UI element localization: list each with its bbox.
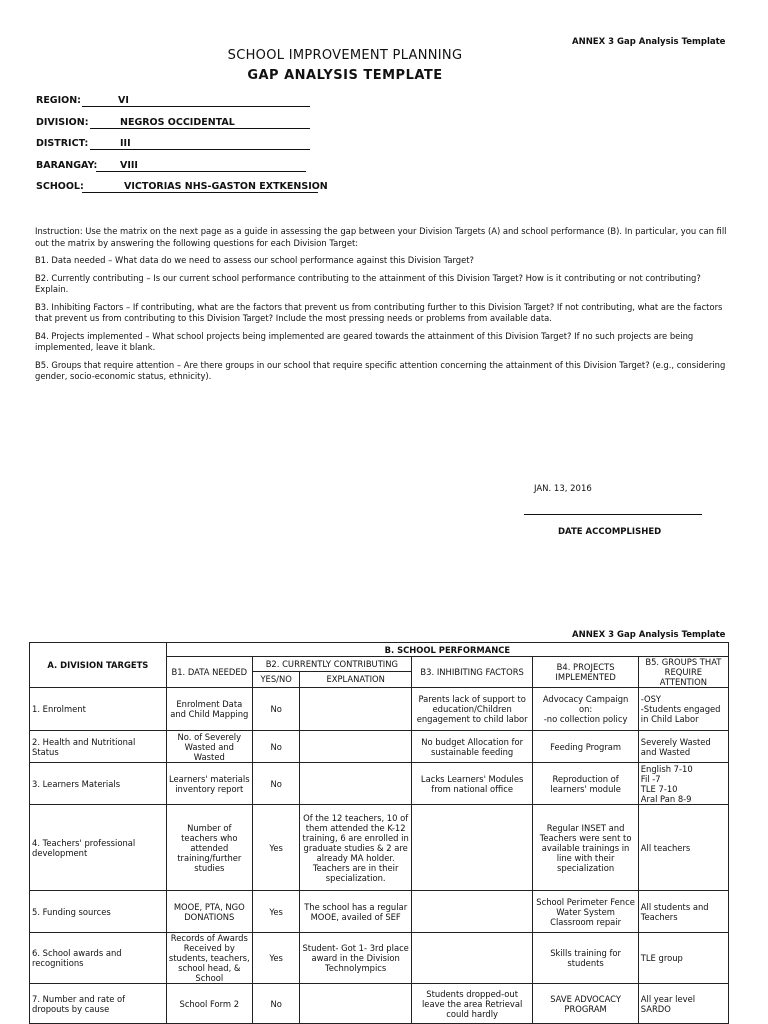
header-b2-explanation: EXPLANATION [300,671,411,687]
table-row [30,763,729,805]
division-label: DIVISION: [36,117,89,128]
table-row [30,933,729,984]
cell-target: 5. Funding sources [30,891,167,933]
barangay-label: BARANGAY: [36,160,98,171]
school-label: SCHOOL: [36,181,84,192]
cell-inhibiting-factors [411,891,533,933]
cell-groups: English 7-10 Fil -7 TLE 7-10 Aral Pan 8-9 [638,763,728,805]
cell-target: 6. School awards and recognitions [30,933,167,984]
cell-projects: SAVE ADVOCACY PROGRAM [533,984,638,1024]
cell-data-needed: No. of Severely Wasted and Wasted [166,731,252,763]
cell-explanation [300,763,411,805]
header-division-targets: A. DIVISION TARGETS [30,643,167,688]
date-accomplished-value: JAN. 13, 2016 [534,484,592,494]
cell-projects: Advocacy Campaign on: -no collection policy [533,688,638,731]
page-title: SCHOOL IMPROVEMENT PLANNING [227,48,463,63]
cell-yesno: No [252,763,300,805]
cell-inhibiting-factors: Lacks Learners' Modules from national office [411,763,533,805]
table-row [30,891,729,933]
cell-data-needed: MOOE, PTA, NGO DONATIONS [166,891,252,933]
header-b5: B5. GROUPS THAT REQUIRE ATTENTION [638,657,728,688]
region-label: REGION: [36,95,81,106]
instruction-b2: B2. Currently contributing – Is our current school performance contributing to the attainment of this Division Target? How is it contributing or not contributing? Explain. [35,272,701,294]
district-field [36,138,310,150]
annex-label: ANNEX 3 Gap Analysis Template [572,37,726,47]
cell-projects: Skills training for students [533,933,638,984]
cell-explanation: Of the 12 teachers, 10 of them attended the K-12 training, 6 are enrolled in graduate studies & 2 are already MA holder. Teachers are in their specialization. [300,805,411,891]
cell-yesno: Yes [252,933,300,984]
school-field [36,181,328,193]
cell-explanation [300,984,411,1024]
instruction-b1: B1. Data needed – What data do we need to assess our school performance against this Division Target? [35,255,475,265]
cell-inhibiting-factors: Parents lack of support to education/Children engagement to child labor [411,688,533,731]
cell-target: 2. Health and Nutritional Status [30,731,167,763]
division-field [36,117,310,129]
region-value: VI [82,95,310,107]
cell-data-needed: Number of teachers who attended training/further studies [166,805,252,891]
cell-target: 4. Teachers' professional development [30,805,167,891]
cell-target: 3. Learners Materials [30,763,167,805]
cell-groups: TLE group [638,933,728,984]
cell-inhibiting-factors [411,933,533,984]
cell-target: 1. Enrolment [30,688,167,731]
cell-data-needed: Learners' materials inventory report [166,763,252,805]
header-school-performance: B. SCHOOL PERFORMANCE [166,643,728,657]
division-value: NEGROS OCCIDENTAL [90,117,310,129]
region-field [36,95,310,107]
cell-yesno: No [252,731,300,763]
barangay-field [36,160,306,172]
table-row [30,688,729,731]
cell-groups: -OSY -Students engaged in Child Labor [638,688,728,731]
district-value: III [90,138,310,150]
gap-analysis-table [29,642,729,1024]
header-b4: B4. PROJECTS IMPLEMENTED [533,657,638,688]
cell-explanation [300,731,411,763]
cell-groups: All teachers [638,805,728,891]
table-row [30,805,729,891]
table-row [30,731,729,763]
instruction-b5: B5. Groups that require attention – Are there groups in our school that require specific attention concerning the attainment of this Division Target? (e.g., considering gender, socio-economic status, ethnicity). [35,359,726,381]
table-annex-label: ANNEX 3 Gap Analysis Template [572,630,726,640]
cell-yesno: Yes [252,891,300,933]
cell-projects: Regular INSET and Teachers were sent to available trainings in line with their specialization [533,805,638,891]
cell-target: 7. Number and rate of dropouts by cause [30,984,167,1024]
cell-projects: School Perimeter Fence Water System Classroom repair [533,891,638,933]
instruction-intro: Instruction: Use the matrix on the next page as a guide in assessing the gap between your Division Targets (A) and school performance (B). In particular, you can fill out the matrix by answering the following questions for each Division Target: [35,226,727,248]
header-b1: B1. DATA NEEDED [166,657,252,688]
cell-inhibiting-factors [411,805,533,891]
cell-explanation: Student- Got 1- 3rd place award in the Division Technolympics [300,933,411,984]
header-b3: B3. INHIBITING FACTORS [411,657,533,688]
cell-inhibiting-factors: Students dropped-out leave the area Retrieval could hardly [411,984,533,1024]
cell-groups: Severely Wasted and Wasted [638,731,728,763]
cell-data-needed: Records of Awards Received by students, teachers, school head, & School [166,933,252,984]
school-value: VICTORIAS NHS-GASTON EXTKENSION [82,181,318,193]
instruction-b4: B4. Projects implemented – What school projects being implemented are geared towards the attainment of this Division Target? If no such projects are being implemented, leave it blank. [35,330,694,352]
cell-yesno: Yes [252,805,300,891]
instructions [35,226,735,389]
district-label: DISTRICT: [36,138,89,149]
cell-projects: Feeding Program [533,731,638,763]
cell-yesno: No [252,984,300,1024]
instruction-b3: B3. Inhibiting Factors – If contributing, what are the factors that prevent us from contributing further to this Division Target? If not contributing, what are the factors that prevent us from contributing to this Division Target? Include the most pressing needs or problems from available data. [35,301,723,323]
header-b2-yesno: YES/NO [252,671,300,687]
cell-explanation [300,688,411,731]
cell-explanation: The school has a regular MOOE, availed of SEF [300,891,411,933]
cell-yesno: No [252,688,300,731]
cell-groups: All year level SARDO [638,984,728,1024]
table-row [30,984,729,1024]
cell-groups: All students and Teachers [638,891,728,933]
header-b2: B2. CURRENTLY CONTRIBUTING [252,657,411,672]
date-signature-line [524,514,702,515]
barangay-value: VIII [96,160,306,172]
date-accomplished-label: DATE ACCOMPLISHED [558,527,662,537]
cell-projects: Reproduction of learners' module [533,763,638,805]
page-subtitle: GAP ANALYSIS TEMPLATE [247,68,443,83]
cell-data-needed: School Form 2 [166,984,252,1024]
cell-data-needed: Enrolment Data and Child Mapping [166,688,252,731]
cell-inhibiting-factors: No budget Allocation for sustainable feeding [411,731,533,763]
